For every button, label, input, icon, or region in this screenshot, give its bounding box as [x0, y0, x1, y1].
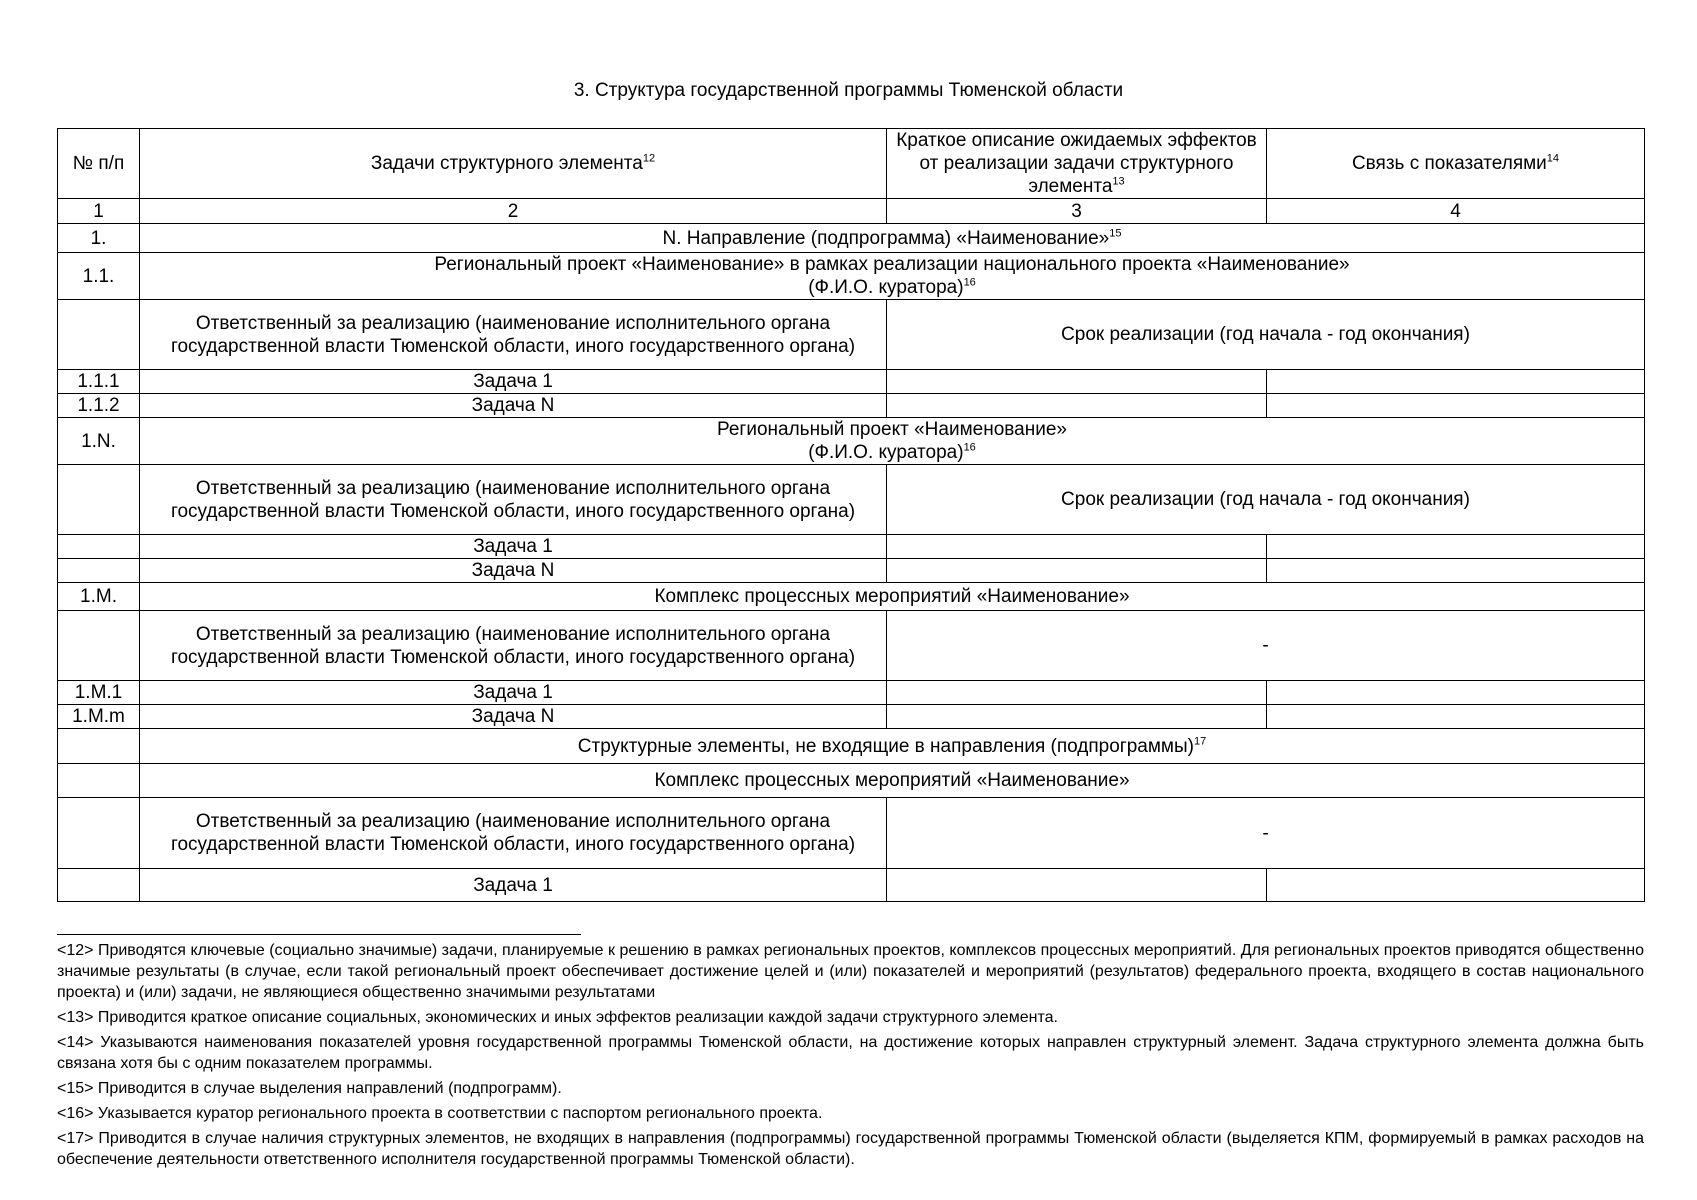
direction-title — [140, 224, 1645, 253]
row-number: 1.M. — [58, 583, 140, 611]
direction-row — [58, 224, 1645, 253]
row-number: 1.M.1 — [58, 681, 140, 705]
header-indicators-text: Связь с показателями — [1351, 153, 1547, 174]
empty-cell — [1267, 705, 1645, 729]
curator-text: (Ф.И.О. куратора) — [808, 442, 964, 463]
footnote-ref-16: 16 — [963, 441, 976, 454]
term-text: Срок реализации (год начала - год окончания) — [887, 465, 1645, 535]
empty-cell — [58, 535, 140, 559]
responsible-text: Ответственный за реализацию (наименование исполнительного органа государственной власти Тюменской области, иного государственного органа) — [140, 465, 887, 535]
empty-cell — [887, 394, 1267, 418]
empty-cell — [887, 681, 1267, 705]
task-name: Задача 1 — [140, 370, 887, 394]
footnote-ref-14: 14 — [1546, 152, 1560, 165]
footnote-13: <13> Приводится краткое описание социальных, экономических и иных эффектов реализации каждой задачи структурного элемента. — [57, 1009, 1058, 1026]
header-row — [58, 129, 1645, 199]
empty-cell — [887, 705, 1267, 729]
task-row — [58, 394, 1645, 418]
footnote-ref-13: 13 — [1112, 175, 1125, 188]
empty-cell — [58, 729, 140, 764]
footnote-ref-17: 17 — [1193, 735, 1207, 748]
column-number-2: 2 — [140, 199, 887, 224]
header-indicators — [1267, 129, 1645, 199]
responsible-text: Ответственный за реализацию (наименование исполнительного органа государственной власти Тюменской области, иного государственного органа) — [140, 611, 887, 681]
row-number: 1.1. — [58, 253, 140, 300]
empty-cell — [887, 869, 1267, 902]
footnote-17: <17> Приводится в случае наличия структурных элементов, не входящих в направления (подпрограммы) государственной программы Тюменской области (выделяется КПМ, формируемый в рамках расходов на обеспечение деятельности ответственного исполнителя государственной программы Тюменской области). — [57, 1130, 1644, 1168]
responsible-row — [58, 611, 1645, 681]
empty-cell — [1267, 869, 1645, 902]
regional-project-title — [140, 418, 1645, 465]
regional-project-title-text: Региональный проект «Наименование» в рамках реализации национального проекта «Наименование» — [434, 254, 1350, 275]
responsible-row — [58, 798, 1645, 869]
footnote-12: <12> Приводятся ключевые (социально значимые) задачи, планируемые к решению в рамках региональных проектов, комплексов процессных мероприятий. Для региональных проектов приводятся общественно значимые результаты (в случае, если такой региональный проект обеспечивает достижение целей и (или) показателей и мероприятий (результатов) федерального проекта, входящего в состав национального проекта) и (или) задачи, не являющиеся общественно значимыми результатами — [57, 942, 1644, 1001]
task-name: Задача 1 — [140, 535, 887, 559]
row-number: 1.1.1 — [58, 370, 140, 394]
task-name: Задача N — [140, 394, 887, 418]
empty-cell — [1267, 681, 1645, 705]
regional-project-title-text: Региональный проект «Наименование» — [717, 419, 1067, 440]
process-complex-row — [58, 764, 1645, 798]
empty-cell — [1267, 535, 1645, 559]
task-name: Задача 1 — [140, 681, 887, 705]
header-number: № п/п — [58, 129, 140, 199]
empty-cell — [58, 611, 140, 681]
regional-project-title — [140, 253, 1645, 300]
other-elements-row — [58, 729, 1645, 764]
header-effects — [887, 129, 1267, 199]
task-name: Задача 1 — [140, 869, 887, 902]
empty-cell — [58, 559, 140, 583]
task-row — [58, 869, 1645, 902]
footnote-ref-16: 16 — [963, 276, 976, 289]
row-number: 1.1.2 — [58, 394, 140, 418]
task-name: Задача N — [140, 559, 887, 583]
process-complex-title: Комплекс процессных мероприятий «Наименование» — [140, 583, 1645, 611]
dash-text: - — [887, 798, 1645, 869]
empty-cell — [887, 559, 1267, 583]
footnotes — [57, 940, 1644, 1174]
direction-title-text: N. Направление (подпрограмма) «Наименование» — [662, 227, 1110, 249]
regional-project-row — [58, 418, 1645, 465]
empty-cell — [58, 764, 140, 798]
footnote-15: <15> Приводится в случае выделения направлений (подпрограмм). — [57, 1080, 562, 1097]
responsible-text: Ответственный за реализацию (наименование исполнительного органа государственной власти Тюменской области, иного государственного органа) — [140, 798, 887, 869]
footnote-14: <14> Указываются наименования показателей уровня государственной программы Тюменской области, на достижение которых направлен структурный элемент. Задача структурного элемента должна быть связана хотя бы с одним показателем программы. — [57, 1034, 1644, 1072]
empty-cell — [1267, 370, 1645, 394]
task-name: Задача N — [140, 705, 887, 729]
page-title: 3. Структура государственной программы Тюменской области — [573, 80, 1124, 101]
process-complex-title: Комплекс процессных мероприятий «Наименование» — [140, 764, 1645, 798]
footnote-16: <16> Указывается куратор регионального проекта в соответствии с паспортом регионального проекта. — [57, 1105, 823, 1122]
responsible-text: Ответственный за реализацию (наименование исполнительного органа государственной власти Тюменской области, иного государственного органа) — [140, 300, 887, 370]
regional-project-row — [58, 253, 1645, 300]
curator-text: (Ф.И.О. куратора) — [808, 277, 964, 298]
empty-cell — [58, 798, 140, 869]
empty-cell — [1267, 394, 1645, 418]
responsible-row — [58, 300, 1645, 370]
empty-cell — [1267, 559, 1645, 583]
responsible-row — [58, 465, 1645, 535]
column-numbers-row — [58, 199, 1645, 224]
column-number-4: 4 — [1267, 199, 1645, 224]
term-text: Срок реализации (год начала - год окончания) — [887, 300, 1645, 370]
column-number-3: 3 — [887, 199, 1267, 224]
empty-cell — [887, 535, 1267, 559]
dash-text: - — [887, 611, 1645, 681]
structure-table — [57, 128, 1645, 902]
row-number: 1.N. — [58, 418, 140, 465]
other-elements-title — [140, 729, 1645, 764]
header-effects-text: Краткое описание ожидаемых эффектов от реализации задачи структурного элемента — [896, 130, 1257, 197]
empty-cell — [58, 465, 140, 535]
task-row — [58, 370, 1645, 394]
column-number-1: 1 — [58, 199, 140, 224]
row-number: 1.M.m — [58, 705, 140, 729]
task-row — [58, 681, 1645, 705]
process-complex-row — [58, 583, 1645, 611]
empty-cell — [58, 869, 140, 902]
task-row — [58, 535, 1645, 559]
footnote-ref-15: 15 — [1109, 227, 1122, 240]
empty-cell — [58, 300, 140, 370]
footnote-ref-12: 12 — [642, 152, 656, 165]
row-number: 1. — [58, 224, 140, 253]
task-row — [58, 705, 1645, 729]
other-elements-title-text: Структурные элементы, не входящие в направления (подпрограммы) — [577, 735, 1194, 757]
empty-cell — [887, 370, 1267, 394]
footnote-separator — [57, 934, 581, 935]
header-tasks-text: Задачи структурного элемента — [370, 153, 643, 174]
task-row — [58, 559, 1645, 583]
header-tasks — [140, 129, 887, 199]
